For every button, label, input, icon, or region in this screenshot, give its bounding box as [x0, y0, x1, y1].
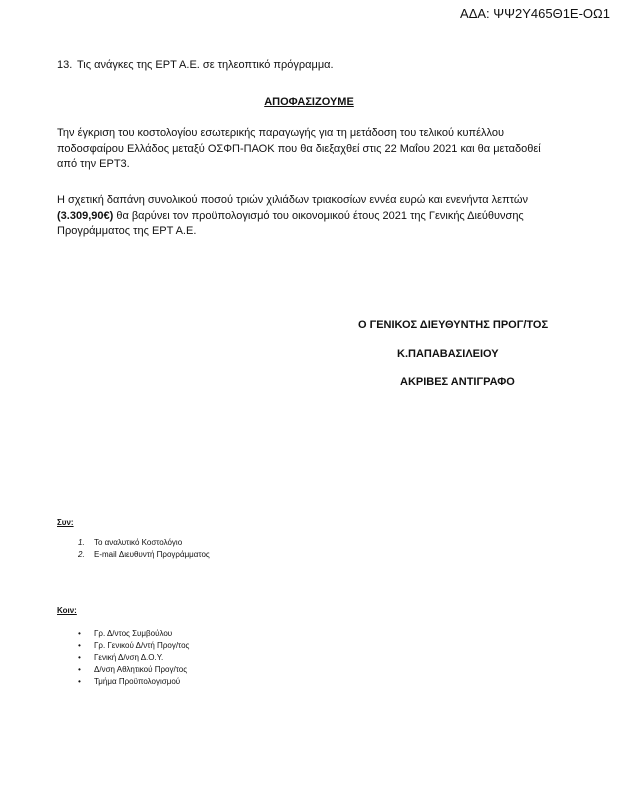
item-text: Γρ. Δ/ντος Συμβούλου	[94, 629, 173, 638]
list-item	[78, 676, 189, 688]
decision-heading: ΑΠΟΦΑΣΙΖΟΥΜΕ	[264, 96, 354, 108]
distribution-list	[78, 628, 189, 688]
expense-paragraph	[57, 193, 547, 240]
distribution-label: Κοιν:	[57, 606, 77, 615]
item-text: Τμήμα Προϋπολογισμού	[94, 677, 181, 686]
bullet-icon: •	[78, 641, 81, 650]
bullet-icon: •	[78, 665, 81, 674]
list-item-13	[57, 59, 334, 71]
item-number: 1.	[78, 538, 85, 547]
approval-paragraph: Την έγκριση του κοστολογίου εσωτερικής παραγωγής για τη μετάδοση του τελικού κυπέλλου ποδοσφαίρου Ελλάδος μεταξύ ΟΣΦΠ-ΠΑΟΚ που θα διεξαχθεί στις 22 Μαΐου 2021 και θα μεταδοθεί από την ΕΡΤ3.	[57, 127, 541, 170]
bullet-icon: •	[78, 677, 81, 686]
attachments-list	[78, 537, 210, 561]
signatory-title: Ο ΓΕΝΙΚΟΣ ΔΙΕΥΘΥΝΤΗΣ ΠΡΟΓ/ΤΟΣ	[358, 319, 549, 331]
list-item	[78, 664, 189, 676]
list-item	[78, 537, 210, 549]
signatory-name: Κ.ΠΑΠΑΒΑΣΙΛΕΙΟΥ	[397, 348, 499, 360]
list-item	[78, 628, 189, 640]
item-number: 2.	[78, 550, 85, 559]
item-text: E-mail Διευθυντή Προγράμματος	[94, 550, 210, 559]
list-item	[78, 652, 189, 664]
true-copy-note: ΑΚΡΙΒΕΣ ΑΝΤΙΓΡΑΦΟ	[400, 376, 515, 388]
expense-text-start: Η σχετική δαπάνη συνολικού ποσού τριών χιλιάδων τριακοσίων εννέα ευρώ και ενενήντα λεπτών	[57, 194, 528, 206]
item-text: Τις ανάγκες της ΕΡΤ Α.Ε. σε τηλεοπτικό πρόγραμμα.	[77, 59, 334, 71]
list-item	[78, 549, 210, 561]
bullet-icon: •	[78, 629, 81, 638]
item-text: Γρ. Γενικού Δ/ντή Προγ/τος	[94, 641, 190, 650]
ada-code: ΑΔΑ: ΨΨ2Υ465Θ1Ε-ΟΩ1	[460, 6, 610, 21]
item-number: 13.	[57, 59, 73, 71]
list-item	[78, 640, 189, 652]
expense-text-end: θα βαρύνει τον προϋπολογισμό του οικονομικού έτους 2021 της Γενικής Διεύθυνσης Προγράμματος της ΕΡΤ Α.Ε.	[57, 209, 524, 237]
item-text: Το αναλυτικό Κοστολόγιο	[94, 538, 183, 547]
item-text: Γενική Δ/νση Δ.Ο.Υ.	[94, 653, 164, 662]
item-text: Δ/νση Αθλητικού Προγ/τος	[94, 665, 188, 674]
attachments-label: Συν:	[57, 518, 74, 527]
expense-amount: (3.309,90€)	[57, 209, 114, 222]
bullet-icon: •	[78, 653, 81, 662]
